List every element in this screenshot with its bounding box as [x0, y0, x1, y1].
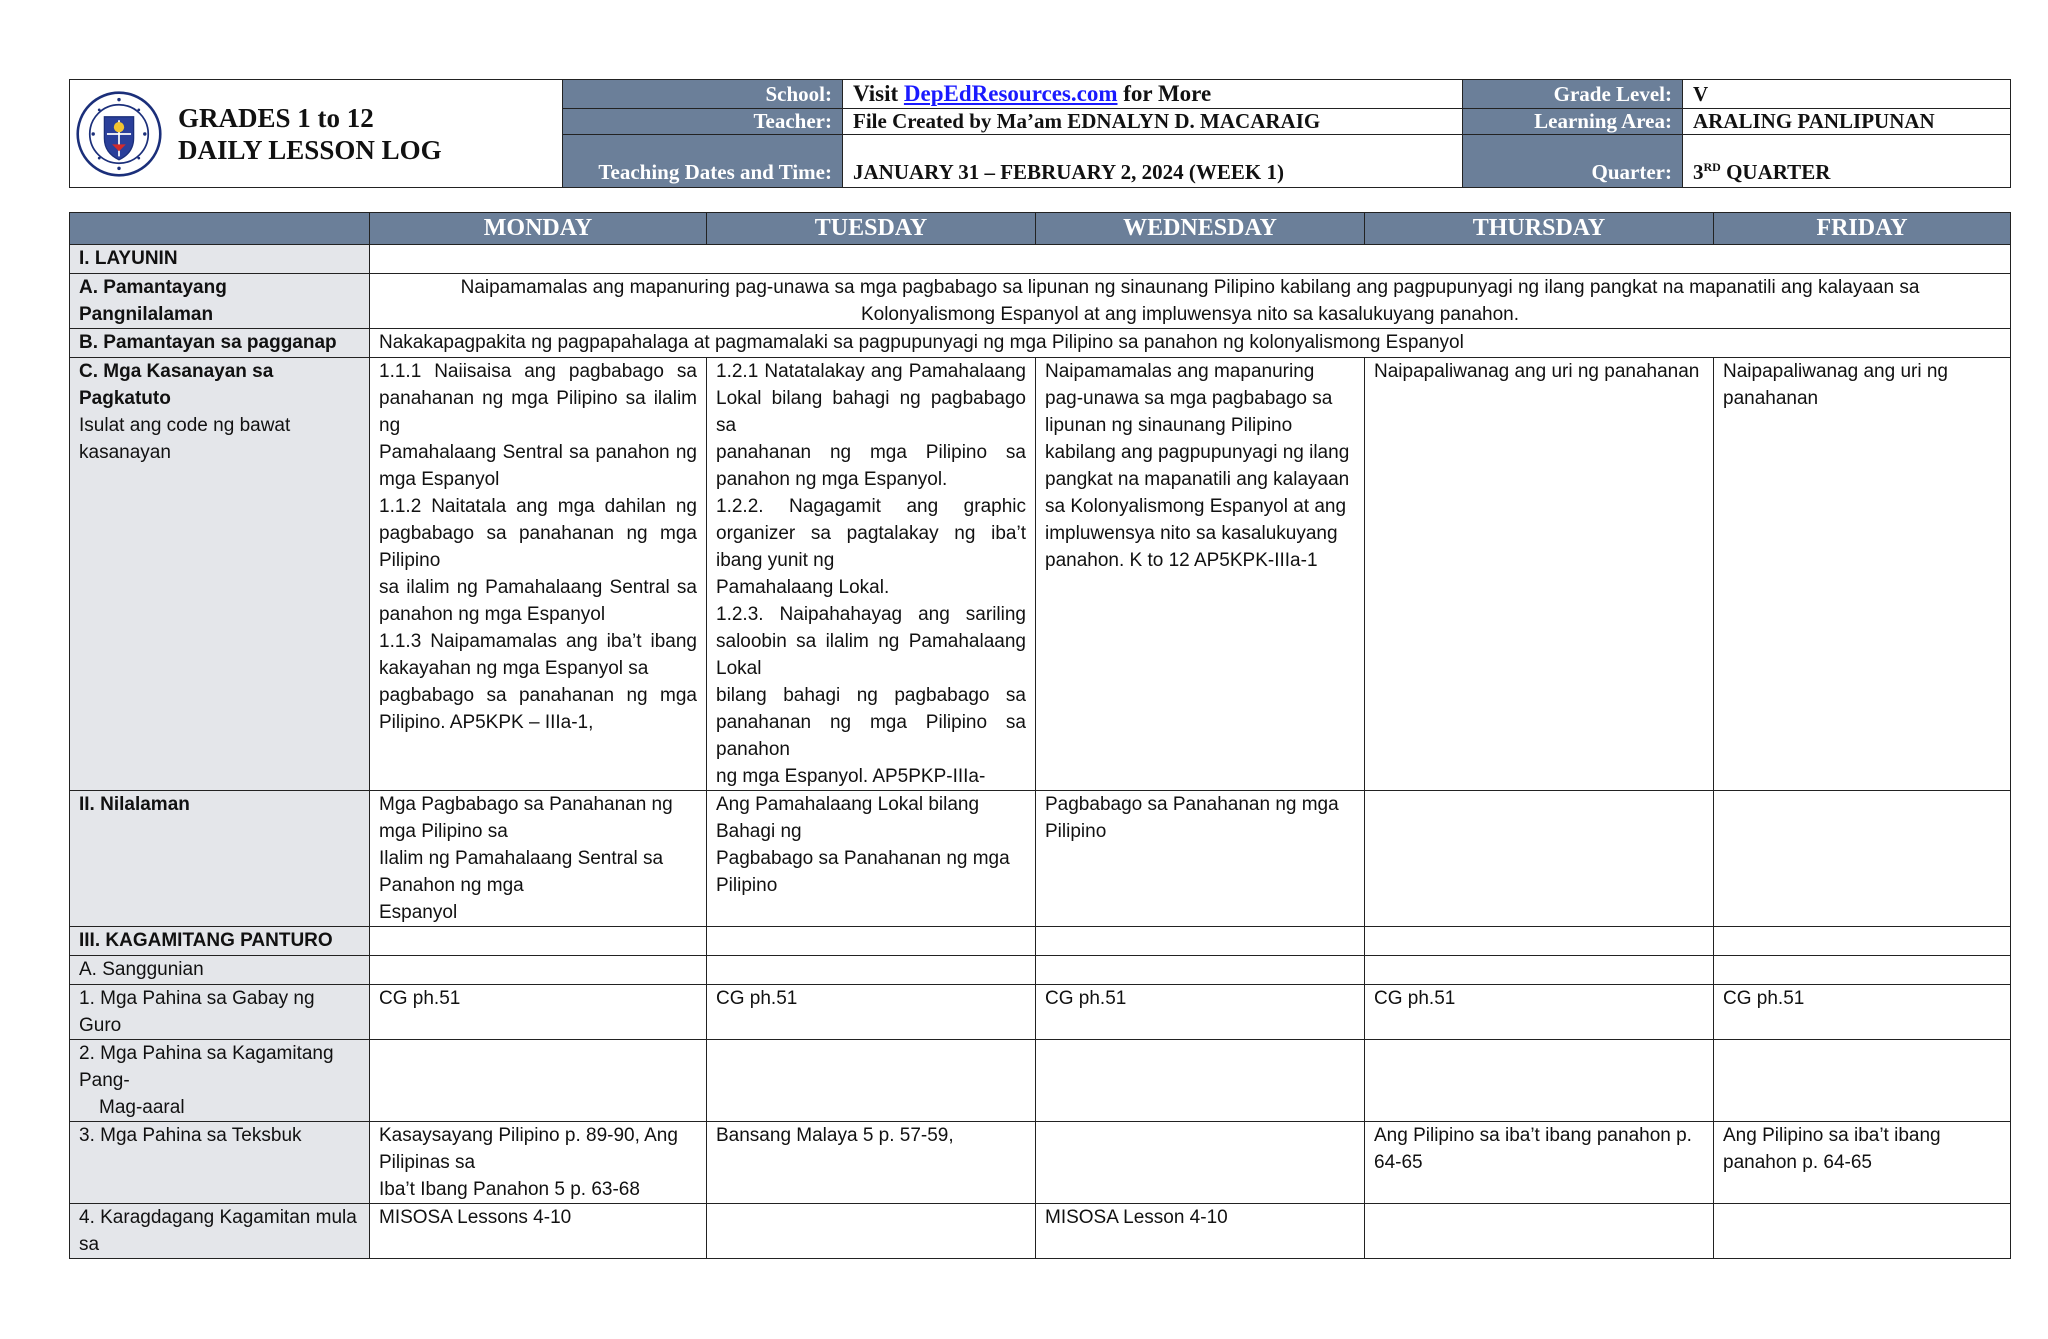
- gabay-ng-guro-label: 1. Mga Pahina sa Gabay ng Guro: [70, 985, 370, 1040]
- kagamitang-pang-mag-aaral-label-cell: [70, 1040, 370, 1122]
- learning-area-value: ARALING PANLIPUNAN: [1683, 109, 2011, 135]
- teksbuk-tuesday: Bansang Malaya 5 p. 57-59,: [707, 1122, 1036, 1204]
- header-title-cell: [70, 80, 563, 188]
- teksbuk-monday: Kasaysayang Pilipino p. 89-90, Ang Pilipinas sa Iba’t Ibang Panahon 5 p. 63-68: [370, 1122, 707, 1204]
- kagamitang-panturo-monday: [370, 927, 707, 956]
- day-tuesday: TUESDAY: [707, 213, 1036, 245]
- nilalaman-wednesday: Pagbabago sa Panahanan ng mga Pilipino: [1036, 791, 1365, 927]
- school-prefix: Visit: [853, 81, 904, 106]
- layunin-label: I. LAYUNIN: [70, 245, 370, 274]
- nilalaman-friday: [1714, 791, 2011, 927]
- pamantayan-sa-pagganap-row: [70, 329, 2011, 358]
- depedresources-link[interactable]: DepEdResources.com: [903, 81, 1118, 106]
- teacher-label: Teacher:: [563, 109, 843, 135]
- nilalaman-thursday: [1365, 791, 1714, 927]
- pamantayang-pangnilalaman-label: A. Pamantayang Pangnilalaman: [70, 274, 370, 329]
- kagamitang-pang-mag-aaral-row: [70, 1040, 2011, 1122]
- day-header-row: [70, 213, 2011, 245]
- sanggunian-wednesday: [1036, 956, 1365, 985]
- layunin-value: [370, 245, 2011, 274]
- karagdagang-kagamitan-row: [70, 1204, 2011, 1259]
- karagdagang-wednesday: MISOSA Lesson 4-10: [1036, 1204, 1365, 1259]
- grade-level-value: V: [1683, 80, 2011, 109]
- sanggunian-label: A. Sanggunian: [70, 956, 370, 985]
- kasanayan-label: C. Mga Kasanayan sa Pagkatuto: [79, 361, 274, 409]
- kasanayan-label-cell: [70, 358, 370, 791]
- karagdagang-thursday: [1365, 1204, 1714, 1259]
- kasanayan-tuesday: 1.2.1 Natatalakay ang Pamahalaang Lokal bilang bahagi ng pagbabago sa panahanan ng mga Pilipino sa panahon ng mga Espanyol. 1.2.2. Nagagamit ang graphic organizer sa pagtalakay ng iba’t ibang yunit ng Pamahalaang Lokal. 1.2.3. Naipahahayag ang sariling saloobin sa ilalim ng Pamahalaang Lokal bilang bahagi ng pagbabago sa panahanan ng mga Pilipino sa panahon ng mga Espanyol. AP5PKP-IIIa-: [707, 358, 1036, 791]
- grade-level-label: Grade Level:: [1463, 80, 1683, 109]
- kagamitang-tuesday: [707, 1040, 1036, 1122]
- quarter-superscript: RD: [1703, 160, 1721, 174]
- teaching-dates-value: JANUARY 31 – FEBRUARY 2, 2024 (WEEK 1): [843, 135, 1463, 188]
- layunin-row: [70, 245, 2011, 274]
- lesson-log-title: [178, 102, 442, 166]
- kagamitang-panturo-row: [70, 927, 2011, 956]
- gabay-friday: CG ph.51: [1714, 985, 2011, 1040]
- sanggunian-thursday: [1365, 956, 1714, 985]
- teksbuk-thursday: Ang Pilipino sa iba’t ibang panahon p. 64-65: [1365, 1122, 1714, 1204]
- kagamitang-label-line2: Mag-aaral: [99, 1097, 185, 1118]
- karagdagang-monday: MISOSA Lessons 4-10: [370, 1204, 707, 1259]
- teksbuk-wednesday: [1036, 1122, 1365, 1204]
- kagamitang-label-line1: 2. Mga Pahina sa Kagamitang Pang-: [79, 1043, 334, 1091]
- nilalaman-label: II. Nilalaman: [70, 791, 370, 927]
- kasanayan-sublabel: Isulat ang code ng bawat kasanayan: [79, 415, 291, 463]
- kagamitang-panturo-wednesday: [1036, 927, 1365, 956]
- kasanayan-friday: Naipapaliwanag ang uri ng panahanan: [1714, 358, 2011, 791]
- gabay-ng-guro-row: [70, 985, 2011, 1040]
- daily-lesson-log-table: [69, 212, 2011, 1259]
- school-label: School:: [563, 80, 843, 109]
- sanggunian-friday: [1714, 956, 2011, 985]
- kagamitang-panturo-friday: [1714, 927, 2011, 956]
- day-friday: FRIDAY: [1714, 213, 2011, 245]
- pamantayang-pangnilalaman-value: Naipamamalas ang mapanuring pag-unawa sa mga pagbabago sa lipunan ng sinaunang Pilipino kabilang ang pagpupunyagi ng ilang pangkat na mapanatili ang kalayaan sa Kolonyalismong Espanyol at ang impluwensya nito sa kasalukuyang panahon.: [370, 274, 2011, 329]
- day-header-blank: [70, 213, 370, 245]
- day-monday: MONDAY: [370, 213, 707, 245]
- gabay-monday: CG ph.51: [370, 985, 707, 1040]
- learning-area-label: Learning Area:: [1463, 109, 1683, 135]
- kasanayan-thursday: Naipapaliwanag ang uri ng panahanan: [1365, 358, 1714, 791]
- nilalaman-monday: Mga Pagbabago sa Panahanan ng mga Pilipino sa Ilalim ng Pamahalaang Sentral sa Panahon ng mga Espanyol: [370, 791, 707, 927]
- kagamitang-wednesday: [1036, 1040, 1365, 1122]
- pamantayang-pangnilalaman-row: [70, 274, 2011, 329]
- kagamitang-panturo-label: III. KAGAMITANG PANTURO: [70, 927, 370, 956]
- teaching-dates-label: Teaching Dates and Time:: [563, 135, 843, 188]
- pamantayan-sa-pagganap-label: B. Pamantayan sa pagganap: [70, 329, 370, 358]
- kagamitang-monday: [370, 1040, 707, 1122]
- gabay-wednesday: CG ph.51: [1036, 985, 1365, 1040]
- karagdagang-kagamitan-label: 4. Karagdagang Kagamitan mula sa: [70, 1204, 370, 1259]
- karagdagang-friday: [1714, 1204, 2011, 1259]
- nilalaman-tuesday: Ang Pamahalaang Lokal bilang Bahagi ng Pagbabago sa Panahanan ng mga Pilipino: [707, 791, 1036, 927]
- kasanayan-wednesday: Naipamamalas ang mapanuring pag-unawa sa mga pagbabago sa lipunan ng sinaunang Pilipino kabilang ang pagpupunyagi ng ilang pangkat na mapanatili ang kalayaan sa Kolonyalismong Espanyol at ang impluwensya nito sa kasalukuyang panahon. K to 12 AP5KPK-IIIa-1: [1036, 358, 1365, 791]
- sanggunian-tuesday: [707, 956, 1036, 985]
- title-line-1: GRADES 1 to 12: [178, 102, 374, 133]
- quarter-number: 3: [1693, 160, 1704, 184]
- day-thursday: THURSDAY: [1365, 213, 1714, 245]
- lesson-log-header: [69, 79, 2011, 188]
- quarter-word: QUARTER: [1720, 160, 1831, 184]
- karagdagang-tuesday: [707, 1204, 1036, 1259]
- kagamitang-panturo-thursday: [1365, 927, 1714, 956]
- sanggunian-monday: [370, 956, 707, 985]
- teksbuk-row: [70, 1122, 2011, 1204]
- kasanayan-monday: 1.1.1 Naiisaisa ang pagbabago sa panahanan ng mga Pilipino sa ilalim ng Pamahalaang Sentral sa panahon ng mga Espanyol 1.1.2 Naitatala ang mga dahilan ng pagbabago sa panahanan ng mga Pilipino sa ilalim ng Pamahalaang Sentral sa panahon ng mga Espanyol 1.1.3 Naipamamalas ang iba’t ibang kakayahan ng mga Espanyol sa pagbabago sa panahanan ng mga Pilipino. AP5KPK – IIIa-1,: [370, 358, 707, 791]
- pamantayan-sa-pagganap-value: Nakakapagpakita ng pagpapahalaga at pagmamalaki sa pagpupunyagi ng mga Pilipino sa panahon ng kolonyalismong Espanyol: [370, 329, 2011, 358]
- teacher-value: File Created by Ma’am EDNALYN D. MACARAIG: [843, 109, 1463, 135]
- kagamitang-thursday: [1365, 1040, 1714, 1122]
- quarter-label: Quarter:: [1463, 135, 1683, 188]
- day-wednesday: WEDNESDAY: [1036, 213, 1365, 245]
- nilalaman-row: [70, 791, 2011, 927]
- sanggunian-row: [70, 956, 2011, 985]
- title-line-2: DAILY LESSON LOG: [178, 134, 442, 165]
- school-suffix: for More: [1117, 81, 1212, 106]
- deped-seal-icon: [76, 91, 162, 177]
- gabay-tuesday: CG ph.51: [707, 985, 1036, 1040]
- school-value: [843, 80, 1463, 109]
- kagamitang-friday: [1714, 1040, 2011, 1122]
- kasanayan-row: [70, 358, 2011, 791]
- teksbuk-label: 3. Mga Pahina sa Teksbuk: [70, 1122, 370, 1204]
- kagamitang-panturo-tuesday: [707, 927, 1036, 956]
- teksbuk-friday: Ang Pilipino sa iba’t ibang panahon p. 64-65: [1714, 1122, 2011, 1204]
- gabay-thursday: CG ph.51: [1365, 985, 1714, 1040]
- quarter-value: [1683, 135, 2011, 188]
